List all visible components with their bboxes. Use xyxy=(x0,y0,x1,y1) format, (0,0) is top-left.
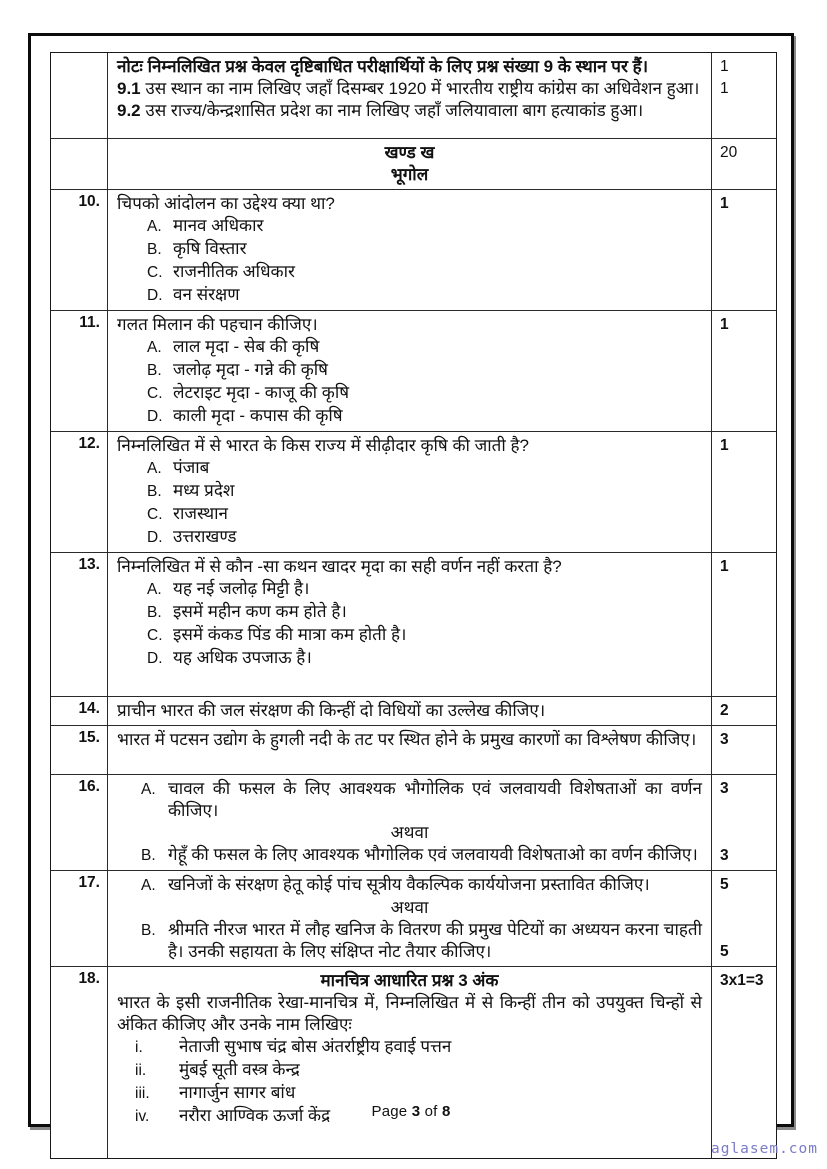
option-b xyxy=(147,238,702,261)
question-body-cell xyxy=(108,726,712,774)
table-row-q12 xyxy=(51,432,776,553)
of-word: of xyxy=(424,1103,438,1120)
sub-question-label: 9.2 xyxy=(117,101,141,120)
marks-cell xyxy=(712,871,776,966)
page-word: Page xyxy=(371,1103,408,1120)
option-text: कृषि विस्तार xyxy=(173,239,247,258)
part-label: A. xyxy=(141,781,156,798)
option-a xyxy=(147,215,702,238)
question-number: 16. xyxy=(51,775,108,870)
option-label: C. xyxy=(147,506,163,523)
option-label: A. xyxy=(147,581,162,598)
option-text: लेटराइट मृदा - काजू की कृषि xyxy=(173,383,350,402)
option-text: पंजाब xyxy=(173,458,210,477)
marks-value: 1 xyxy=(720,316,729,333)
option-label: D. xyxy=(147,529,163,546)
table-row-q16 xyxy=(51,775,776,871)
map-item-label: i. xyxy=(135,1039,143,1056)
marks-cell xyxy=(712,311,776,431)
or-separator: अथवा xyxy=(390,823,429,842)
option-label: A. xyxy=(147,460,162,477)
marks-cell xyxy=(712,967,776,1158)
part-text: चावल की फसल के लिए आवश्यक भौगोलिक एवं जलवायवी विशेषताओं का वर्णन कीजिए। xyxy=(168,779,702,820)
option-text: राजनीतिक अधिकार xyxy=(173,262,295,281)
question-body-cell xyxy=(108,697,712,725)
or-separator: अथवा xyxy=(390,898,429,917)
table-row-q17 xyxy=(51,871,776,967)
part-text: श्रीमति नीरज भारत में लौह खनिज के वितरण की प्रमुख पेटियों का अध्ययन करना चाहती है। उनकी सहायता के लिए संक्षिप्त नोट तैयार कीजिए। xyxy=(168,920,702,961)
option-label: C. xyxy=(147,385,163,402)
marks-cell xyxy=(712,190,776,310)
section-title: खण्ड ख xyxy=(384,143,435,162)
option-text: इसमें महीन कण कम होते है। xyxy=(173,602,347,621)
sub-question-label: 9.1 xyxy=(117,79,141,98)
option-label: A. xyxy=(147,339,162,356)
marks-cell xyxy=(712,53,776,138)
part-text: गेहूँ की फसल के लिए आवश्यक भौगोलिक एवं जलवायवी विशेषताओ का वर्णन कीजिए। xyxy=(168,845,698,864)
table-row-q14 xyxy=(51,697,776,726)
marks-value: 5 xyxy=(720,876,729,893)
sub-question-text: उस राज्य/केन्द्रशासित प्रदेश का नाम लिखिए जहाँ जलियावाला बाग हत्याकांड हुआ। xyxy=(145,101,644,120)
option-b xyxy=(147,480,702,503)
question-body-cell xyxy=(108,871,712,966)
option-label: D. xyxy=(147,650,163,667)
part-text: खनिजों के संरक्षण हेतू कोई पांच सूत्रीय वैकल्पिक कार्ययोजना प्रस्तावित कीजिए। xyxy=(168,875,650,894)
option-label: D. xyxy=(147,287,163,304)
map-item-text: नेताजी सुभाष चंद्र बोस अंतर्राष्ट्रीय हवाई पत्तन xyxy=(179,1037,452,1056)
marks-value: 2 xyxy=(720,702,729,719)
marks-value: 1 xyxy=(720,58,729,75)
option-c xyxy=(147,624,702,647)
option-text: मानव अधिकार xyxy=(173,216,264,235)
question-number: 10. xyxy=(51,190,108,310)
option-b xyxy=(147,359,702,382)
total-pages: 8 xyxy=(441,1103,451,1120)
option-label: B. xyxy=(147,604,162,621)
option-text: यह नई जलोढ़ मिट्टी है। xyxy=(173,579,310,598)
marks-value: 3 xyxy=(720,780,729,797)
note-body-cell xyxy=(108,53,712,138)
option-text: मध्य प्रदेश xyxy=(173,481,235,500)
page-border xyxy=(28,33,794,1127)
option-text: राजस्थान xyxy=(173,504,228,523)
question-number: 12. xyxy=(51,432,108,552)
marks-value: 1 xyxy=(720,80,729,97)
question-number: 18. xyxy=(51,967,108,1158)
option-text: इसमें कंकड पिंड की मात्रा कम होती है। xyxy=(173,625,407,644)
part-b xyxy=(141,844,702,867)
question-number: 15. xyxy=(51,726,108,774)
sub-question-9-1 xyxy=(117,78,702,100)
part-a xyxy=(141,778,702,822)
page-number: 3 xyxy=(411,1103,421,1120)
marks-cell xyxy=(712,775,776,870)
option-text: काली मृदा - कपास की कृषि xyxy=(173,406,343,425)
option-label: B. xyxy=(147,241,162,258)
question-text: चिपको आंदोलन का उद्देश्य क्या था? xyxy=(117,194,335,213)
marks-value: 1 xyxy=(720,558,729,575)
map-item-ii xyxy=(135,1059,702,1082)
map-item-text: नरौरा आण्विक ऊर्जा केंद्र xyxy=(179,1106,331,1125)
map-item-label: iv. xyxy=(135,1108,150,1125)
option-a xyxy=(147,457,702,480)
question-text: भारत में पटसन उद्योग के हुगली नदी के तट पर स्थित होने के प्रमुख कारणों का विश्लेषण कीजिए। xyxy=(117,730,697,749)
question-body-cell xyxy=(108,967,712,1158)
option-label: C. xyxy=(147,264,163,281)
option-c xyxy=(147,382,702,405)
option-c xyxy=(147,503,702,526)
map-item-text: मुंबई सूती वस्त्र केन्द्र xyxy=(179,1060,300,1079)
part-a xyxy=(141,874,702,897)
table-row-section xyxy=(51,139,776,190)
marks-cell xyxy=(712,432,776,552)
map-item-i xyxy=(135,1036,702,1059)
option-text: जलोढ़ मृदा - गन्ने की कृषि xyxy=(173,360,328,379)
marks-value: 3 xyxy=(720,847,729,864)
option-text: यह अधिक उपजाऊ है। xyxy=(173,648,312,667)
question-text: भारत के इसी राजनीतिक रेखा-मानचित्र में, निम्नलिखित में से किन्हीं तीन को उपयुक्त चिन्हों से अंकित कीजिए और उनके नाम लिखिएः xyxy=(117,993,702,1034)
table-row-q11 xyxy=(51,311,776,432)
section-body-cell xyxy=(108,139,712,189)
question-number-cell xyxy=(51,139,108,189)
option-d xyxy=(147,526,702,549)
option-text: उत्तराखण्ड xyxy=(173,527,237,546)
question-body-cell xyxy=(108,775,712,870)
option-c xyxy=(147,261,702,284)
table-row-q10 xyxy=(51,190,776,311)
option-d xyxy=(147,647,702,670)
marks-value: 1 xyxy=(720,195,729,212)
section-subtitle: भूगोल xyxy=(390,165,429,184)
question-table xyxy=(50,52,777,1159)
page-footer xyxy=(31,1103,791,1120)
marks-cell xyxy=(712,697,776,725)
question-body-cell xyxy=(108,432,712,552)
marks-value: 5 xyxy=(720,943,729,960)
option-text: वन संरक्षण xyxy=(173,285,240,304)
sub-question-9-2 xyxy=(117,100,702,122)
part-b xyxy=(141,919,702,963)
option-label: A. xyxy=(147,218,162,235)
table-row-note xyxy=(51,53,776,139)
option-d xyxy=(147,284,702,307)
option-a xyxy=(147,578,702,601)
question-body-cell xyxy=(108,553,712,696)
option-d xyxy=(147,405,702,428)
question-number: 13. xyxy=(51,553,108,696)
question-number: 11. xyxy=(51,311,108,431)
map-item-text: नागार्जुन सागर बांध xyxy=(179,1083,296,1102)
note-text: नोटः निम्नलिखित प्रश्न केवल दृष्टिबाधित परीक्षार्थियों के लिए प्रश्न संख्या 9 के स्थान पर हैं। xyxy=(117,57,649,76)
question-text: गलत मिलान की पहचान कीजिए। xyxy=(117,315,318,334)
part-label: B. xyxy=(141,847,156,864)
sub-question-text: उस स्थान का नाम लिखिए जहाँ दिसम्बर 1920 में भारतीय राष्ट्रीय कांग्रेस का अधिवेशन हुआ। xyxy=(145,79,700,98)
map-item-iii xyxy=(135,1082,702,1105)
part-label: B. xyxy=(141,922,156,939)
option-label: B. xyxy=(147,483,162,500)
table-row-q15 xyxy=(51,726,776,775)
question-text: प्राचीन भारत की जल संरक्षण की किन्हीं दो विधियों का उल्लेख कीजिए। xyxy=(117,701,546,720)
table-row-q18 xyxy=(51,967,776,1158)
question-text: निम्नलिखित में से कौन -सा कथन खादर मृदा का सही वर्णन नहीं करता है? xyxy=(117,557,562,576)
marks-value: 3 xyxy=(720,731,729,748)
marks-cell xyxy=(712,553,776,696)
question-body-cell xyxy=(108,190,712,310)
option-a xyxy=(147,336,702,359)
map-item-label: ii. xyxy=(135,1062,147,1079)
option-text: लाल मृदा - सेब की कृषि xyxy=(173,337,320,356)
marks-cell xyxy=(712,139,776,189)
marks-value: 3x1=3 xyxy=(720,972,764,989)
question-body-cell xyxy=(108,311,712,431)
question-text: निम्नलिखित में से भारत के किस राज्य में सीढ़ीदार कृषि की जाती है? xyxy=(117,436,529,455)
question-number: 14. xyxy=(51,697,108,725)
marks-cell xyxy=(712,726,776,774)
option-label: C. xyxy=(147,627,163,644)
marks-value: 1 xyxy=(720,437,729,454)
map-question-heading: मानचित्र आधारित प्रश्न 3 अंक xyxy=(320,971,499,990)
option-label: D. xyxy=(147,408,163,425)
option-label: B. xyxy=(147,362,162,379)
table-row-q13 xyxy=(51,553,776,697)
question-number-cell xyxy=(51,53,108,138)
aglasem-watermark: aglasem.com xyxy=(710,1141,818,1157)
option-b xyxy=(147,601,702,624)
part-label: A. xyxy=(141,877,156,894)
question-number: 17. xyxy=(51,871,108,966)
marks-value: 20 xyxy=(720,144,738,161)
map-item-label: iii. xyxy=(135,1085,150,1102)
